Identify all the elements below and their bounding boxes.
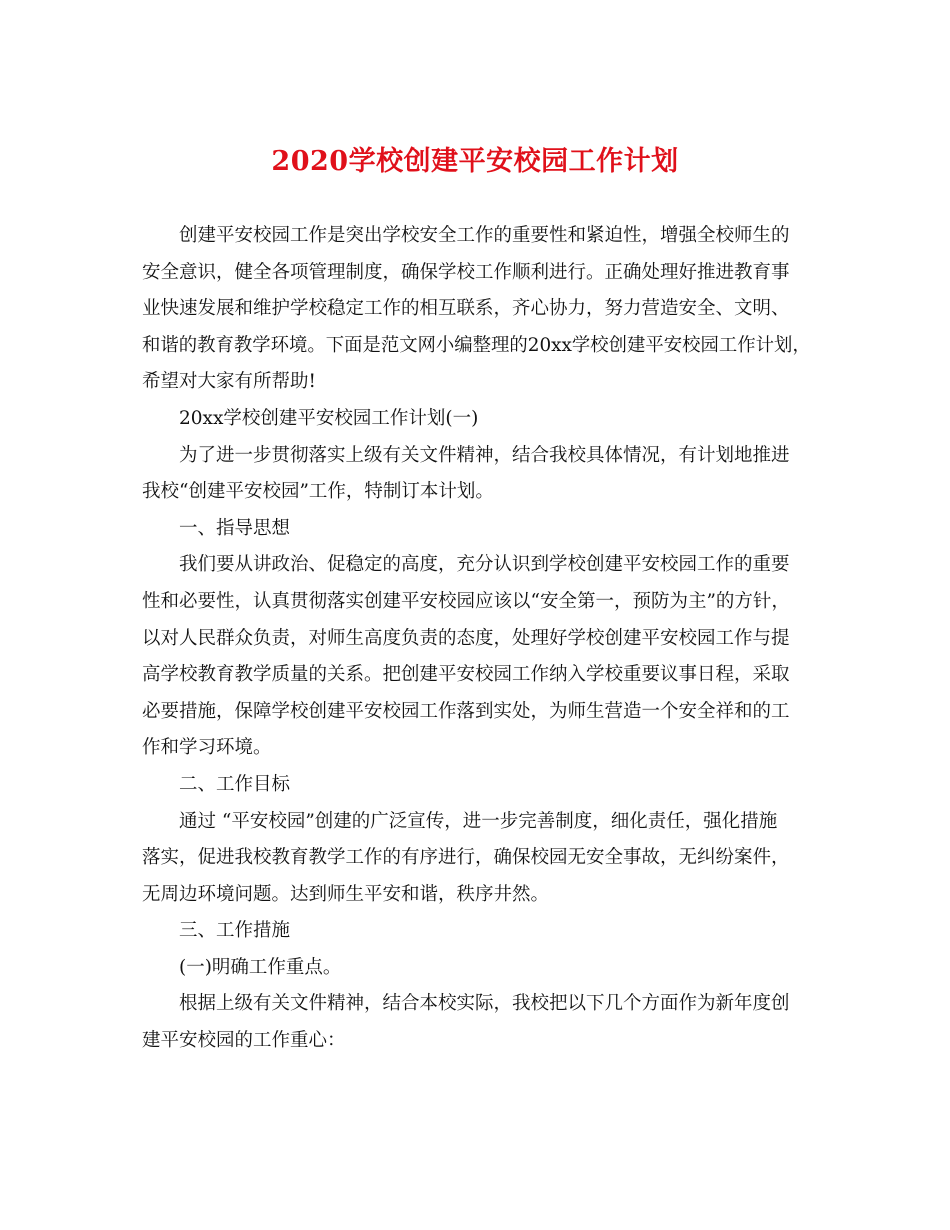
paragraph-line: 和谐的教育教学环境。下面是范文网小编整理的20xx学校创建平安校园工作计划， xyxy=(142,334,811,356)
paragraph-line: 根据上级有关文件精神，结合本校实际，我校把以下几个方面作为新年度创 xyxy=(179,993,790,1015)
document-title: 2020学校创建平安校园工作计划 xyxy=(271,146,679,177)
paragraph xyxy=(142,767,810,804)
paragraph-line: 安全意识，健全各项管理制度，确保学校工作顺利进行。正确处理好推进教育事 xyxy=(142,261,790,283)
paragraph xyxy=(142,547,810,767)
paragraph xyxy=(142,804,810,914)
paragraph xyxy=(142,438,810,511)
paragraph-line: 为了进一步贯彻落实上级有关文件精神，结合我校具体情况，有计划地推进 xyxy=(179,444,790,466)
document-body xyxy=(142,218,810,1060)
paragraph-line: 无周边环境问题。达到师生平安和谐，秩序井然。 xyxy=(142,883,550,905)
paragraph xyxy=(142,986,810,1059)
paragraph-line: 作和学习环境。 xyxy=(142,737,272,759)
paragraph xyxy=(142,401,810,438)
paragraph-line: 三、工作措施 xyxy=(179,920,291,942)
paragraph-line: 以对人民群众负责，对师生高度负责的态度，处理好学校创建平安校园工作与提 xyxy=(142,627,790,649)
paragraph xyxy=(142,218,810,401)
paragraph xyxy=(142,913,810,950)
paragraph-line: 我校“创建平安校园”工作，特制订本计划。 xyxy=(142,481,494,503)
paragraph-line: 二、工作目标 xyxy=(179,773,291,795)
paragraph xyxy=(142,511,810,548)
paragraph-line: 20xx学校创建平安校园工作计划(一) xyxy=(179,407,479,429)
paragraph-line: (一)明确工作重点。 xyxy=(179,956,342,978)
paragraph-line: 通过 “平安校园”创建的广泛宣传，进一步完善制度，细化责任，强化措施 xyxy=(179,810,778,832)
paragraph-line: 希望对大家有所帮助! xyxy=(142,371,316,393)
paragraph-line: 性和必要性，认真贯彻落实创建平安校园应该以“安全第一，预防为主”的方针， xyxy=(142,590,790,612)
paragraph-line: 必要措施，保障学校创建平安校园工作落到实处，为师生营造一个安全祥和的工 xyxy=(142,700,790,722)
paragraph-line: 落实，促进我校教育教学工作的有序进行，确保校园无安全事故，无纠纷案件， xyxy=(142,847,790,869)
paragraph-line: 一、指导思想 xyxy=(179,517,291,539)
paragraph-line: 我们要从讲政治、促稳定的高度，充分认识到学校创建平安校园工作的重要 xyxy=(179,554,790,576)
paragraph xyxy=(142,950,810,987)
paragraph-line: 建平安校园的工作重心： xyxy=(142,1030,346,1052)
paragraph-line: 业快速发展和维护学校稳定工作的相互联系，齐心协力，努力营造安全、文明、 xyxy=(142,298,790,320)
paragraph-line: 创建平安校园工作是突出学校安全工作的重要性和紧迫性，增强全校师生的 xyxy=(179,225,790,246)
paragraph-line: 高学校教育教学质量的关系。把创建平安校园工作纳入学校重要议事日程，采取 xyxy=(142,664,790,686)
